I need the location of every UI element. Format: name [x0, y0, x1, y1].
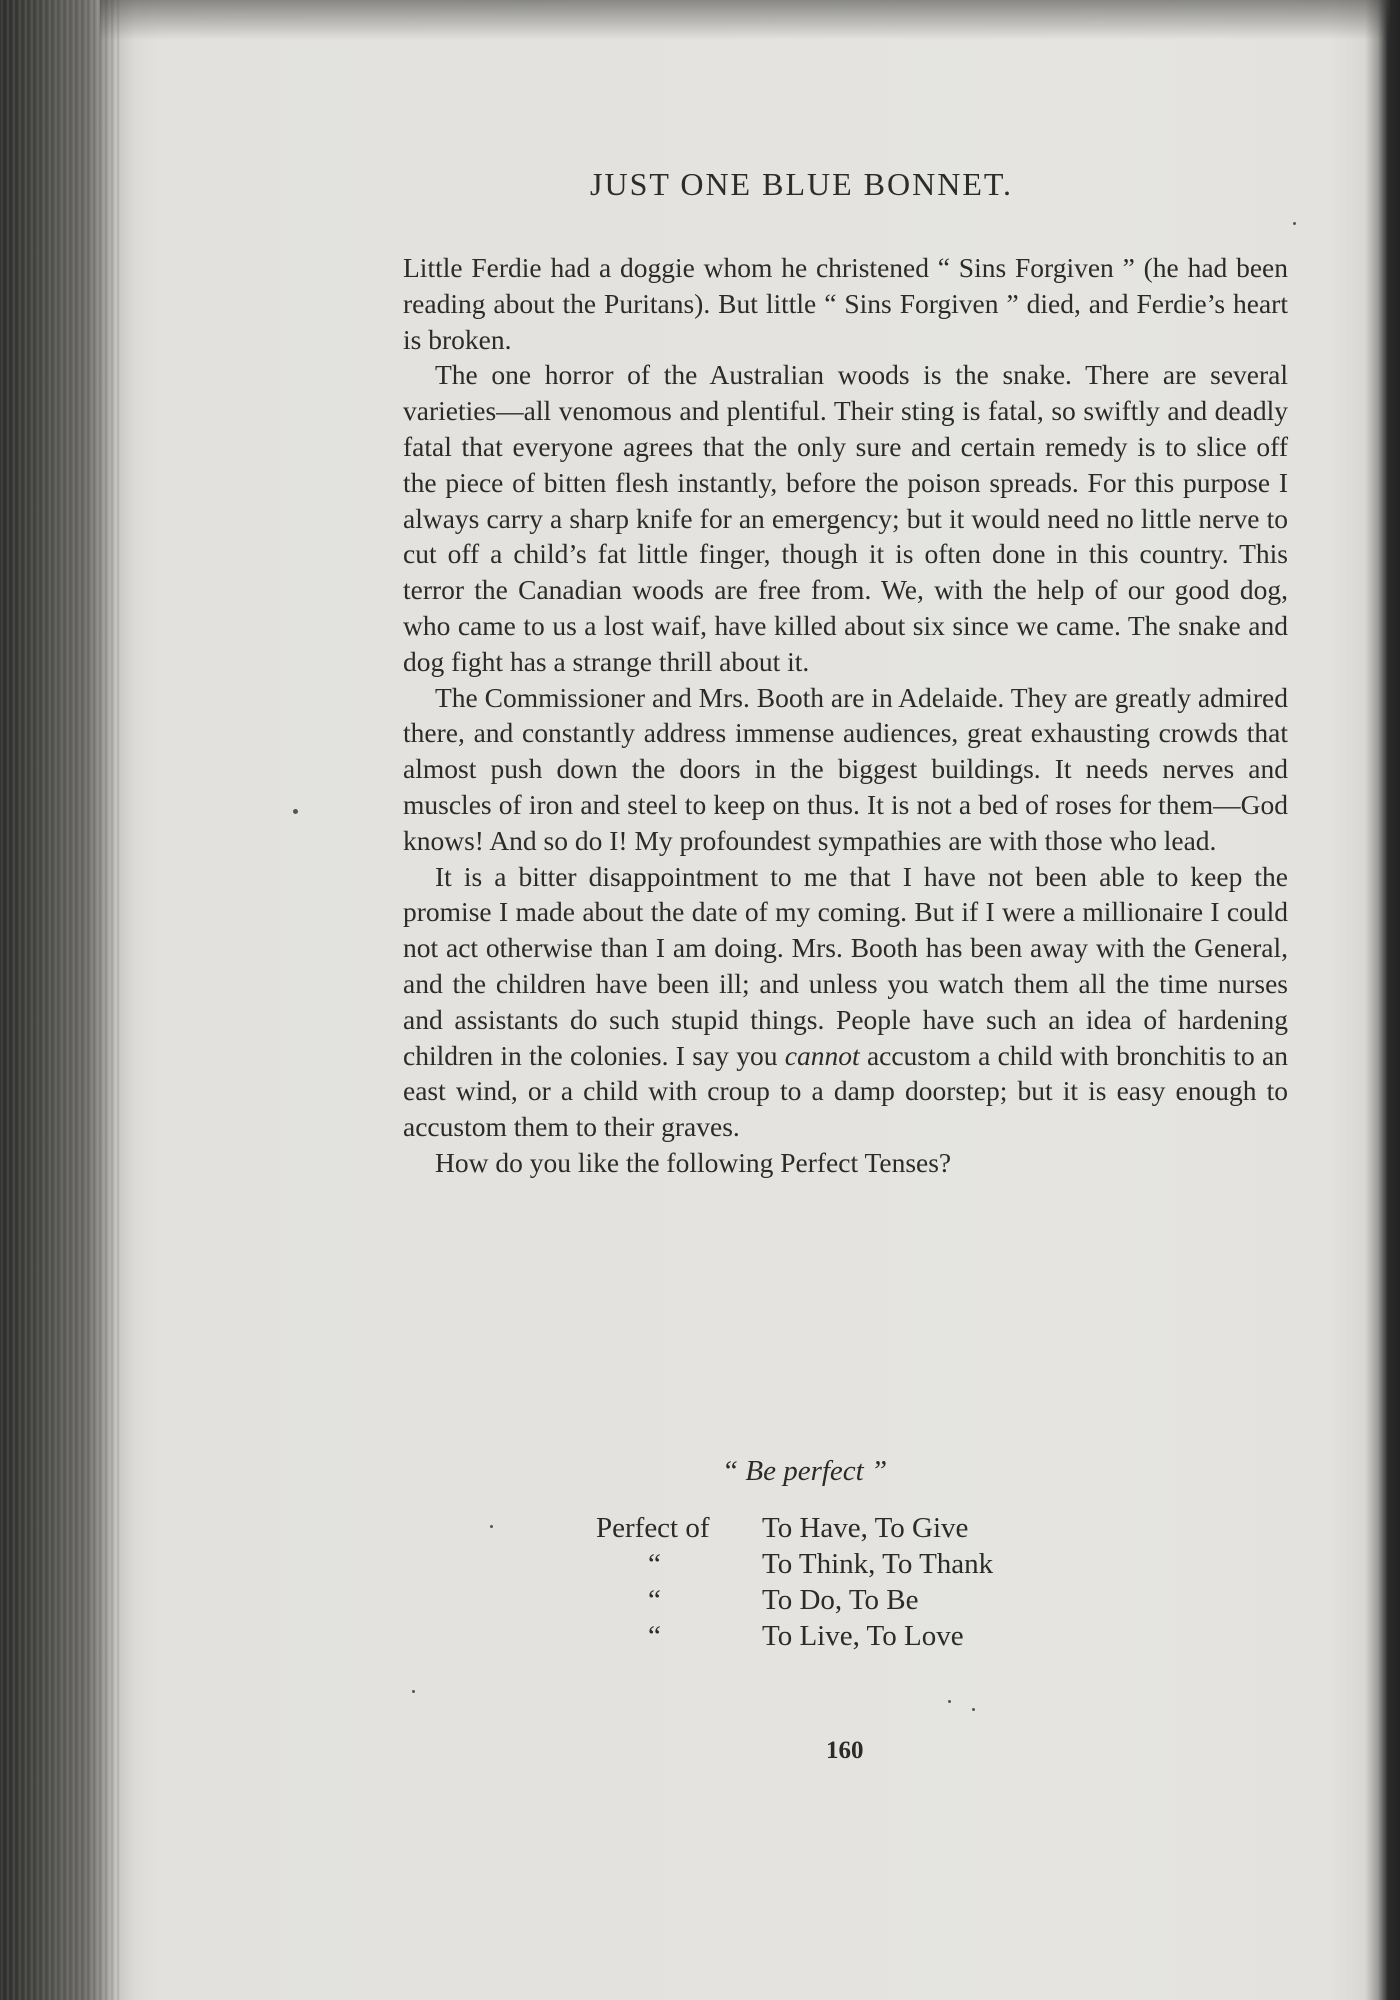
paragraph-5 [403, 1145, 1288, 1181]
ditto-mark: “ [648, 1548, 661, 1580]
paragraph-1 [403, 250, 1288, 357]
tense-row [596, 1546, 993, 1582]
tense-verbs: To Have, To Give [762, 1512, 969, 1544]
paragraph-2 [403, 357, 1288, 679]
scan-speck [948, 1700, 951, 1703]
paragraph-4 [403, 859, 1288, 1145]
tense-verbs: To Do, To Be [762, 1584, 919, 1616]
tense-verbs: To Live, To Love [762, 1620, 964, 1652]
scan-speck [490, 1525, 493, 1528]
perfect-tenses-list [596, 1510, 993, 1654]
motto: “ Be perfect ” [722, 1455, 888, 1487]
tense-lead: Perfect of [596, 1512, 710, 1544]
paragraph-text: The Commissioner and Mrs. Booth are in Adelaide. They are greatly admired there, and constantly address immense audiences, great exhausting crowds that almost push down the doors in the biggest buildings. It needs nerves and muscles of iron and steel to keep on thus. It is not a bed of roses for them—God knows! And so do I! My profoundest sympathies are with those who lead. [403, 681, 1288, 856]
paragraph-text: It is a bitter disappointment to me that I have not been able to keep the promise I made about the date of my coming. But if I were a millionaire I could not act otherwise than I am doing. Mrs. Booth has been away with the General, and the children have been ill; and unless you watch them all the time nurses and assistants do such stupid things. People have such an idea of hardening children in the colonies. I say you [403, 860, 1288, 1071]
tense-verbs: To Think, To Thank [762, 1548, 994, 1580]
paragraph-text: accustom a child with bronchitis to an east wind, or a child with croup to a damp doorstep; but it is easy enough to accustom them to their graves. [403, 1039, 1289, 1143]
page-number: 160 [826, 1737, 864, 1764]
body-text [403, 250, 1288, 1181]
paragraph-3 [403, 680, 1288, 859]
paragraph-text: Little Ferdie had a doggie whom he christened “ Sins Forgiven ” (he had been reading about the Puritans). But little “ Sins Forgiven ” died, and Ferdie’s heart is broken. [403, 252, 1288, 355]
tense-row [596, 1510, 993, 1546]
ditto-mark: “ [648, 1584, 661, 1616]
emphasis-cannot: cannot [784, 1039, 860, 1071]
scan-speck [1293, 222, 1296, 225]
ditto-mark: “ [648, 1620, 661, 1652]
scan-speck [293, 809, 298, 814]
paragraph-text: How do you like the following Perfect Tenses? [435, 1146, 952, 1178]
paragraph-text: The one horror of the Australian woods is the snake. There are several varieties—all venomous and plentiful. Their sting is fatal, so swiftly and deadly fatal that everyone agrees that the only sure and certain remedy is to slice off the piece of bitten flesh instantly, before the poison spreads. For this purpose I always carry a sharp knife for an emergency; but it would need no little nerve to cut off a child’s fat little finger, though it is often done in this country. This terror the Canadian woods are free from. We, with the help of our good dog, who came to us a lost waif, have killed about six since we came. The snake and dog fight has a strange thrill about it. [403, 359, 1288, 677]
tense-row [596, 1618, 993, 1654]
running-head: JUST ONE BLUE BONNET. [590, 166, 1014, 202]
tense-row [596, 1582, 993, 1618]
scan-speck [972, 1708, 975, 1711]
scan-speck [412, 1690, 415, 1693]
